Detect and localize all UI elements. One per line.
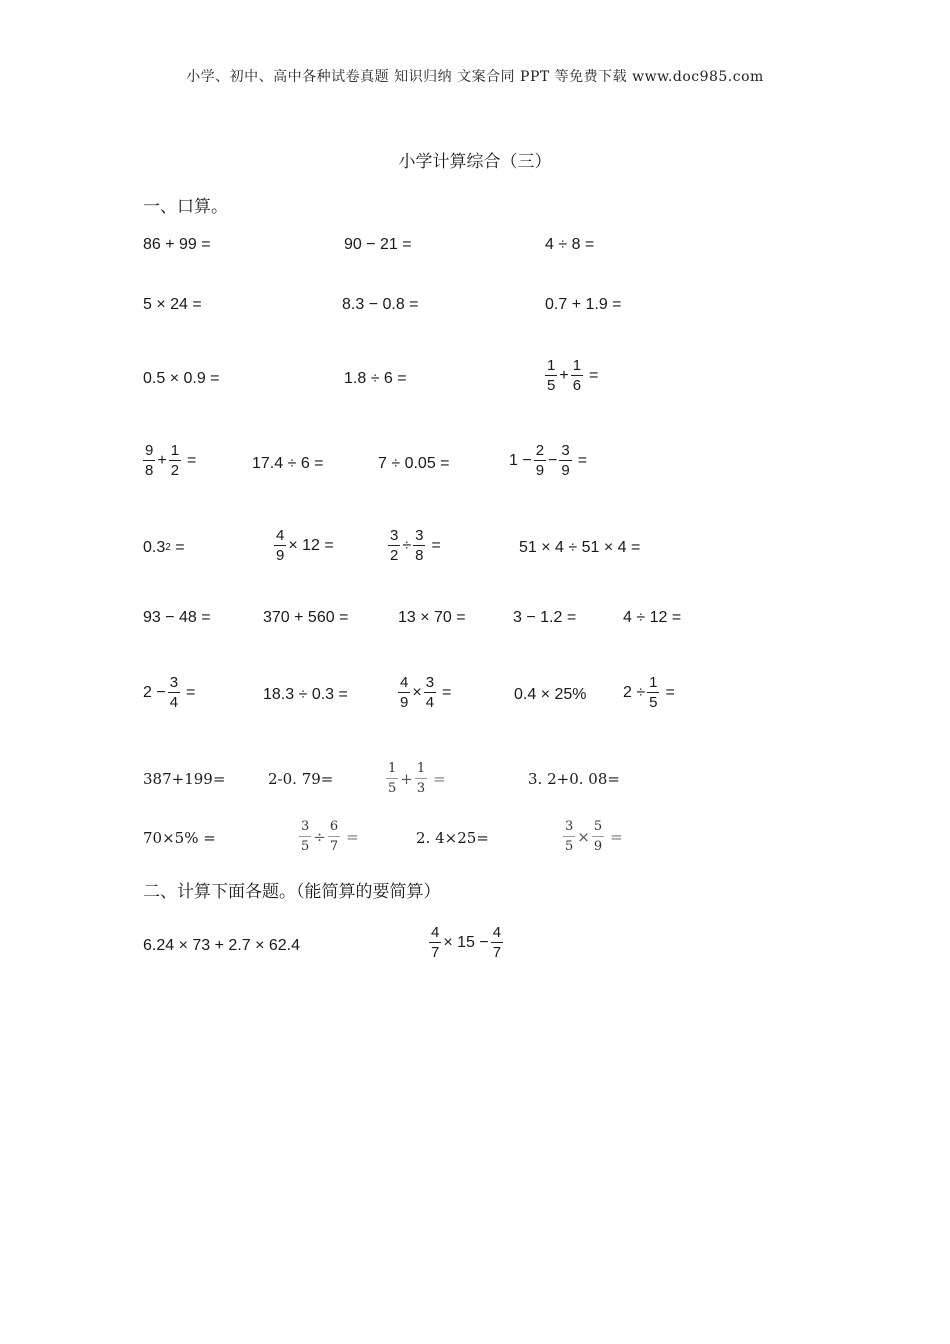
numerator: 1 <box>547 357 556 374</box>
fraction <box>647 674 659 711</box>
page-header: 小学、初中、高中各种试卷真题 知识归纳 文案合同 PPT 等免费下载 www.doc985.com <box>186 69 764 85</box>
problem-r9-a: 70×5% = <box>143 829 216 847</box>
fraction <box>545 357 557 394</box>
fraction <box>386 760 398 797</box>
denominator: 3 <box>416 781 426 796</box>
problem-r4-d <box>509 442 587 479</box>
denominator: 5 <box>388 781 397 796</box>
denominator: 5 <box>301 839 310 854</box>
problem-r1-c: 4 ÷ 8 = <box>545 236 595 253</box>
numerator: 3 <box>561 442 570 459</box>
problem-r8-c <box>384 760 446 797</box>
problem-r5-c <box>386 527 441 564</box>
fraction <box>571 357 583 394</box>
fraction <box>143 442 155 479</box>
numerator: 9 <box>145 442 154 459</box>
problem-r1-a: 86 + 99 = <box>143 236 211 253</box>
equals: = <box>186 683 196 701</box>
numerator: 4 <box>400 674 409 691</box>
equals: = <box>170 539 185 556</box>
operator: ÷ <box>313 827 326 846</box>
denominator: 2 <box>170 462 180 479</box>
operator: × <box>412 683 422 701</box>
denominator: 7 <box>329 839 339 854</box>
denominator: 9 <box>535 462 545 479</box>
numerator: 2 <box>535 442 545 459</box>
operator: + <box>559 366 569 384</box>
fraction <box>534 442 546 479</box>
denominator: 2 <box>390 547 399 564</box>
base: 0.3 <box>143 539 166 556</box>
equals: = <box>442 683 452 701</box>
problem-r7-a <box>143 674 195 711</box>
denominator: 9 <box>276 547 285 564</box>
problem-r6-a: 93 − 48 = <box>143 609 211 626</box>
denominator: 5 <box>547 377 556 394</box>
fraction <box>169 442 181 479</box>
operator: + <box>400 769 413 788</box>
fraction <box>559 442 571 479</box>
operator: ÷ <box>402 536 412 554</box>
problem-r8-d: 3. 2+0. 08= <box>528 770 620 788</box>
fraction <box>398 674 410 711</box>
leading-term: 1 − <box>509 451 532 469</box>
numerator: 5 <box>592 818 604 837</box>
equals: = <box>187 451 197 469</box>
problem-r5-a: 0.3 2 = <box>143 539 185 556</box>
problem-r9-b <box>297 818 359 855</box>
problem-r5-b <box>272 527 334 564</box>
fraction <box>415 760 427 797</box>
section-1-heading: 一、口算。 <box>143 197 228 217</box>
numerator: 3 <box>415 527 424 544</box>
numerator: 1 <box>415 760 427 779</box>
equals: = <box>589 366 599 384</box>
page-title: 小学计算综合（三） <box>398 152 552 172</box>
section-2-heading: 二、计算下面各题。（能简算的要简算） <box>143 882 441 902</box>
tail: × 12 = <box>288 536 334 554</box>
leading-term: 2 ÷ <box>623 683 646 701</box>
problem-r3-b: 1.8 ÷ 6 = <box>344 370 407 387</box>
fraction <box>413 527 425 564</box>
denominator: 7 <box>492 944 502 961</box>
denominator: 9 <box>400 694 409 711</box>
problem-r6-b: 370 + 560 = <box>263 609 349 626</box>
numerator: 1 <box>572 357 582 374</box>
problem-r3-a: 0.5 × 0.9 = <box>143 370 220 387</box>
problem-r2-b: 8.3 − 0.8 = <box>342 296 419 313</box>
numerator: 4 <box>492 924 502 941</box>
fraction <box>299 818 311 855</box>
problem-r5-d: 51 × 4 ÷ 51 × 4 = <box>519 539 641 556</box>
numerator: 1 <box>649 674 658 691</box>
problem-r6-c: 13 × 70 = <box>398 609 466 626</box>
fraction <box>168 674 180 711</box>
equals: = <box>610 827 623 846</box>
problem-r2-a: 5 × 24 = <box>143 296 202 313</box>
fraction <box>563 818 575 855</box>
fraction <box>274 527 286 564</box>
denominator: 8 <box>145 462 154 479</box>
denominator: 9 <box>561 462 570 479</box>
problem-r1-b: 90 − 21 = <box>344 236 412 253</box>
numerator: 3 <box>390 527 399 544</box>
equals: = <box>346 827 359 846</box>
leading-term: 2 − <box>143 683 166 701</box>
middle-term: × 15 − <box>443 933 489 951</box>
operator: × <box>577 827 590 846</box>
problem-r7-d: 0.4 × 25% <box>514 686 587 703</box>
problem-r8-b: 2-0. 79= <box>268 770 334 788</box>
equals: = <box>431 536 441 554</box>
denominator: 4 <box>425 694 435 711</box>
problem-r6-e: 4 ÷ 12 = <box>623 609 682 626</box>
problem-s2-a: 6.24 × 73 + 2.7 × 62.4 <box>143 937 301 954</box>
problem-r4-b: 17.4 ÷ 6 = <box>252 455 324 472</box>
numerator: 3 <box>299 818 311 837</box>
problem-r7-c <box>396 674 451 711</box>
problem-r9-c: 2. 4×25= <box>416 829 489 847</box>
problem-r7-b: 18.3 ÷ 0.3 = <box>263 686 348 703</box>
problem-s2-b <box>427 924 505 961</box>
numerator: 6 <box>328 818 340 837</box>
numerator: 1 <box>386 760 398 779</box>
problem-r4-a <box>141 442 196 479</box>
denominator: 5 <box>565 839 574 854</box>
denominator: 7 <box>431 944 440 961</box>
denominator: 8 <box>415 547 424 564</box>
fraction <box>388 527 400 564</box>
operator: − <box>548 451 558 469</box>
equals: = <box>577 451 588 469</box>
numerator: 1 <box>170 442 180 459</box>
problem-r3-c <box>543 357 598 394</box>
fraction <box>429 924 441 961</box>
denominator: 4 <box>169 694 179 711</box>
numerator: 4 <box>431 924 440 941</box>
fraction <box>592 818 604 855</box>
operator: + <box>157 451 167 469</box>
equals: = <box>665 683 675 701</box>
fraction <box>424 674 436 711</box>
fraction <box>491 924 503 961</box>
denominator: 5 <box>649 694 658 711</box>
problem-r8-a: 387+199= <box>143 770 226 788</box>
problem-r2-c: 0.7 + 1.9 = <box>545 296 622 313</box>
problem-r7-e <box>623 674 675 711</box>
problem-r4-c: 7 ÷ 0.05 = <box>378 455 450 472</box>
numerator: 3 <box>563 818 575 837</box>
problem-r9-d <box>561 818 623 855</box>
denominator: 6 <box>572 377 582 394</box>
numerator: 3 <box>425 674 435 691</box>
numerator: 4 <box>276 527 285 544</box>
numerator: 3 <box>169 674 179 691</box>
fraction <box>328 818 340 855</box>
denominator: 9 <box>593 839 603 854</box>
problem-r6-d: 3 − 1.2 = <box>513 609 577 626</box>
equals: = <box>433 769 446 788</box>
